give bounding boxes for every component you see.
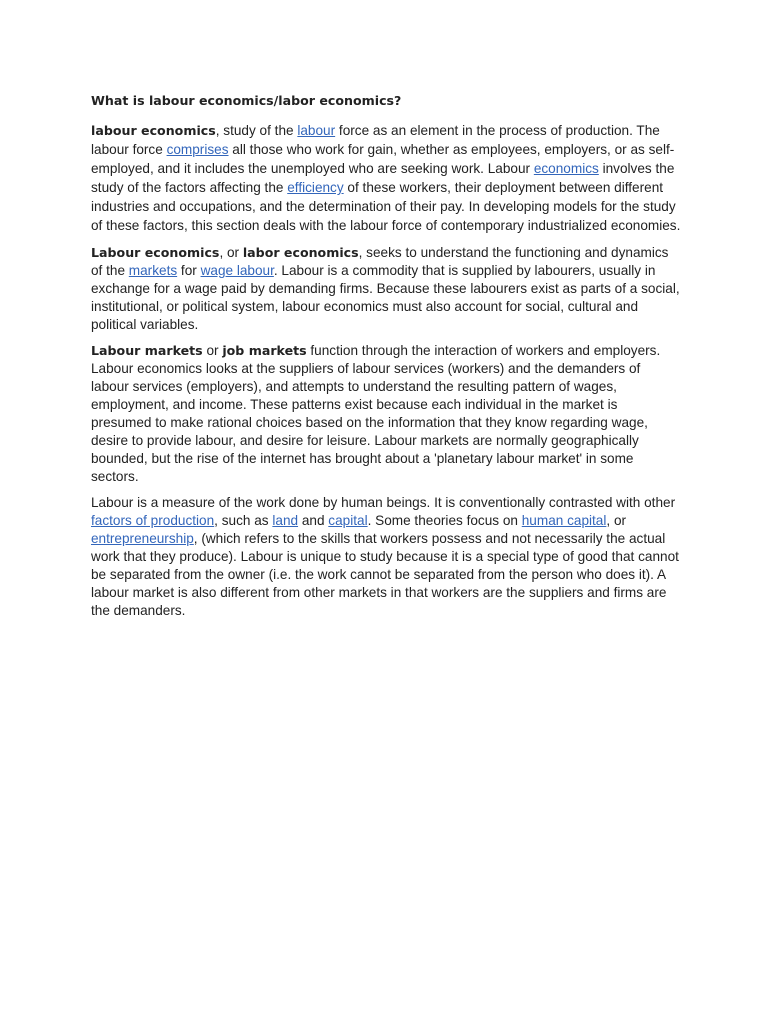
paragraph-text: or [202, 343, 223, 358]
bold-term: job markets [222, 343, 307, 358]
bold-term: labour economics [91, 123, 216, 138]
link-land[interactable]: land [272, 513, 299, 528]
paragraph-text: involves the study of the factors affecting the [91, 161, 675, 195]
paragraph-labour-measure [91, 494, 681, 620]
page-title: What is labour economics/labor economics? [91, 93, 402, 108]
bold-term: labor economics [242, 245, 359, 260]
paragraph-labour-markets [91, 342, 681, 486]
paragraph-definition [91, 121, 681, 235]
paragraph-text: , seeks to understand the functioning and dynamics of the [91, 245, 669, 278]
paragraph-text: . Some theories focus on [367, 513, 522, 528]
bold-term: Labour markets [91, 343, 203, 358]
paragraph-text: , (which refers to the skills that workers possess and not necessarily the actual work that they produce). Labour is unique to study because it is a special type of good that cannot be separated from the owner (i.e. the work cannot be separated from the person who does it). A labour market is also different from other markets in that workers are the suppliers and firms are the demanders. [91, 531, 679, 618]
paragraph-text: , study of the [215, 123, 298, 138]
paragraph-text: function through the interaction of workers and employers. Labour economics looks at the suppliers of labour services (workers) and the demanders of labour services (employers), and attempts to understand the resulting pattern of wages, employment, and income. These patterns exist because each individual in the market is presumed to make rational choices based on the information that they know regarding wage, desire to provide labour, and desire for leisure. Labour markets are normally geographically bounded, but the rise of the internet has brought about a 'planetary labour market' in some sectors. [91, 343, 661, 484]
link-efficiency[interactable]: efficiency [287, 180, 344, 195]
paragraph-text: and [298, 513, 329, 528]
document-body [91, 92, 681, 628]
link-factors-of-production[interactable]: factors of production [91, 513, 215, 528]
paragraph-text: , such as [214, 513, 273, 528]
link-wage-labour[interactable]: wage labour [200, 263, 274, 278]
paragraph-text: , or [606, 513, 627, 528]
link-comprises[interactable]: comprises [166, 142, 229, 157]
paragraph-text: , or [219, 245, 243, 260]
paragraph-text: of these workers, their deployment between different industries and occupations, and the determination of their pay. In developing models for the study of these factors, this section deals with the labour force of contemporary industrialized economies. [91, 180, 681, 233]
link-capital[interactable]: capital [328, 513, 368, 528]
bold-term: Labour economics [91, 245, 220, 260]
link-human-capital[interactable]: human capital [521, 513, 607, 528]
link-economics[interactable]: economics [533, 161, 599, 176]
paragraph-text: all those who work for gain, whether as employees, employers, or as self-employed, and it includes the unemployed who are seeking work. Labour [91, 142, 675, 176]
paragraph-text: Labour is a measure of the work done by human beings. It is conventionally contrasted with other [91, 495, 676, 510]
paragraph-text: force as an element in the process of production. The labour force [91, 123, 660, 157]
paragraph-text: . Labour is a commodity that is supplied by labourers, usually in exchange for a wage paid by demanding firms. Because these labourers exist as parts of a social, institutional, or political system, labour economics must also account for social, cultural and political variables. [91, 263, 680, 332]
link-markets[interactable]: markets [128, 263, 178, 278]
paragraph-text: for [177, 263, 201, 278]
paragraph-scope [91, 244, 681, 334]
link-labour[interactable]: labour [297, 123, 336, 138]
link-entrepreneurship[interactable]: entrepreneurship [91, 531, 194, 546]
